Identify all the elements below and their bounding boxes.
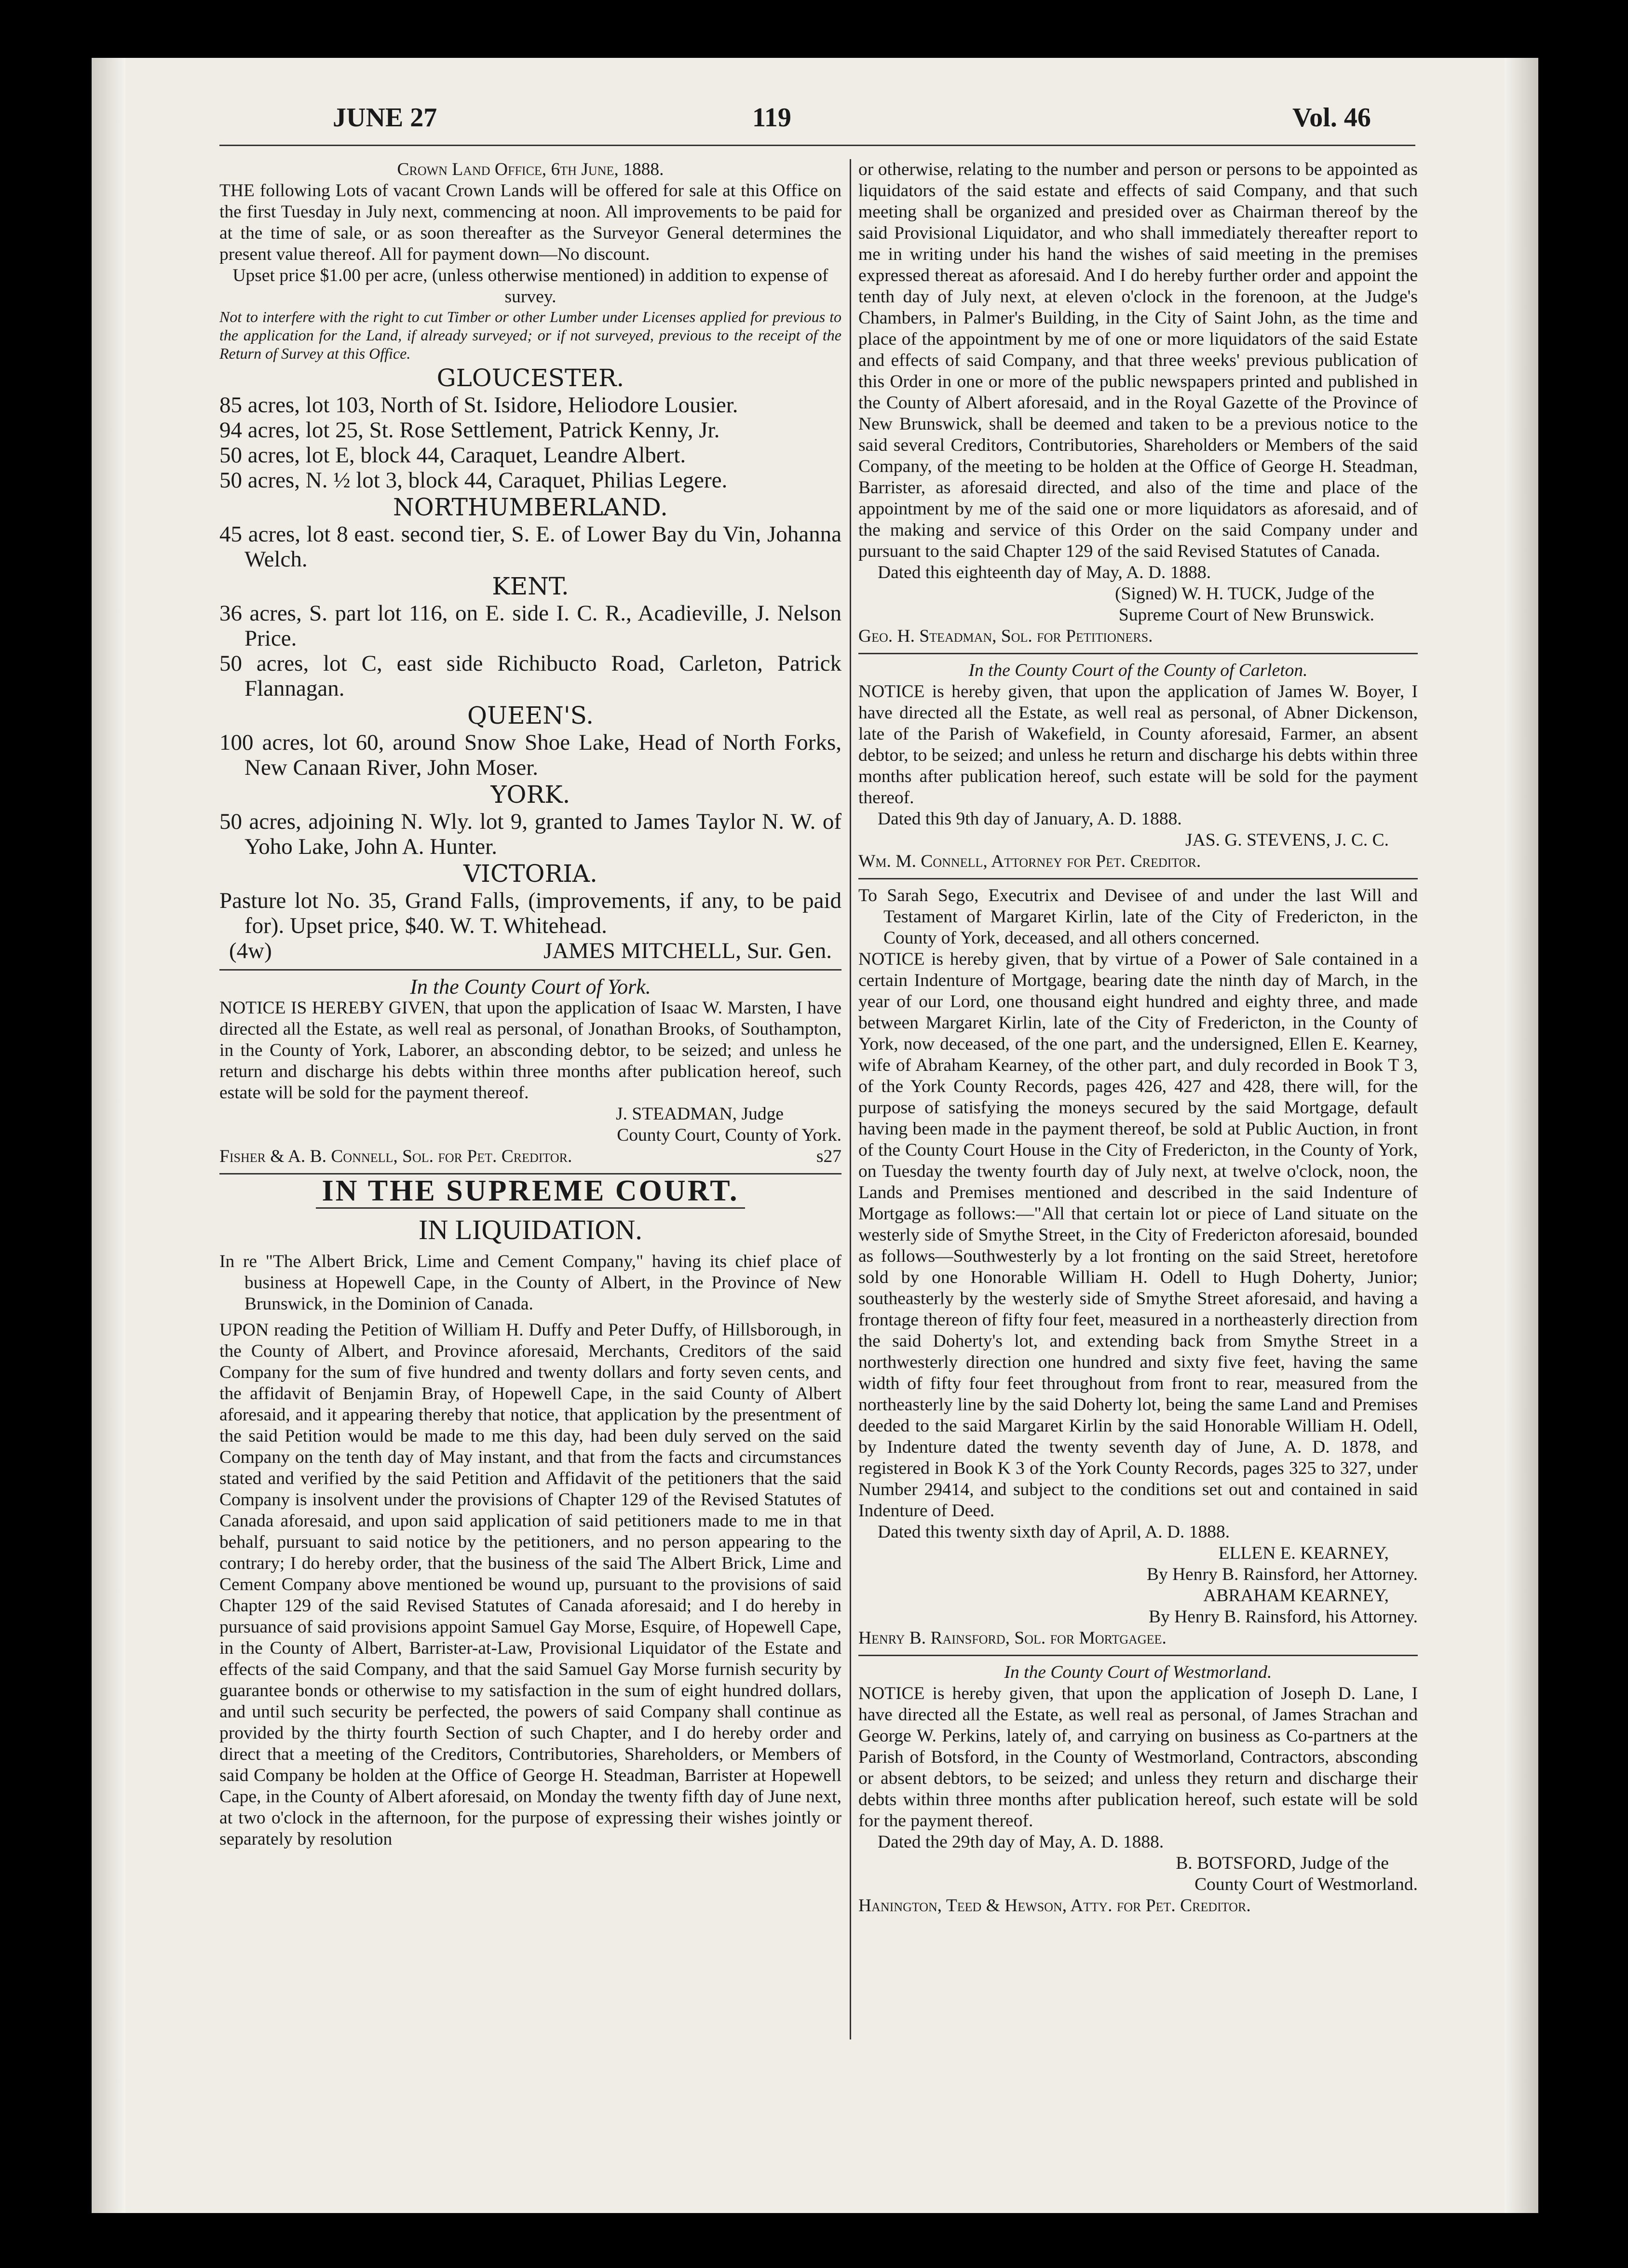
liquidation-signed-title: Supreme Court of New Brunswick. <box>1118 605 1374 625</box>
liquidation-heading: IN LIQUIDATION. <box>419 1214 642 1245</box>
county-name: QUEEN'S. <box>467 702 594 729</box>
section-rule <box>858 653 1418 654</box>
banner-rule <box>316 1207 745 1209</box>
county-name: YORK. <box>490 781 570 809</box>
county-name: GLOUCESTER. <box>436 364 624 392</box>
lot-entry: 50 acres, adjoining N. Wly. lot 9, granted to James Taylor N. W. of Yoho Lake, John A. Hunter. <box>219 809 841 859</box>
lot-entry: 100 acres, lot 60, around Snow Shoe Lake, Head of North Forks, New Canaan River, John Moser. <box>219 730 841 780</box>
lot-entry: 50 acres, N. ½ lot 3, block 44, Caraquet, Philias Legere. <box>219 468 728 493</box>
crown-land-upset: Upset price $1.00 per acre, (unless otherwise mentioned) in addition to expense of survey. <box>232 266 828 307</box>
county-name: NORTHUMBERLAND. <box>393 493 668 521</box>
york-solicitor-line <box>219 1146 841 1167</box>
right-column <box>858 159 1418 1917</box>
section-rule <box>219 969 841 971</box>
kirlin-signature-2-attorney: By Henry B. Rainsford, his Attorney. <box>1149 1607 1418 1627</box>
york-solicitor: Fisher & A. B. Connell, Sol. for Pet. Creditor. <box>219 1147 572 1166</box>
york-court-notice: NOTICE IS HEREBY GIVEN, that upon the application of Isaac W. Marsten, I have directed all the Estate, as well real as personal, of Jonathan Brooks, of Southampton, in the County of York, Laborer, an absconding debtor, to be seized; and unless he return and discharge his debts within three months after publication hereof, such estate will be sold for the payment thereof. <box>219 998 841 1103</box>
lot-entry: 45 acres, lot 8 east. second tier, S. E. of Lower Bay du Vin, Johanna Welch. <box>219 522 841 572</box>
carleton-heading: In the County Court of the County of Carleton. <box>968 661 1308 680</box>
york-judge-title: County Court, County of York. <box>617 1125 841 1145</box>
lot-entry: 36 acres, S. part lot 116, on E. side I. C. R., Acadieville, J. Nelson Price. <box>219 601 841 651</box>
crown-land-note: Not to interfere with the right to cut Timber or other Lumber under Licenses applied for previous to the application for the Land, if already surveyed; or if not surveyed, previous to the receipt of the Return of Survey at this Office. <box>219 308 841 362</box>
kirlin-notice: NOTICE is hereby given, that by virtue of a Power of Sale contained in a certain Indenture of Mortgage, bearing date the ninth day of March, in the year of our Lord, one thousand eight hundred and eighty three, and made between Margaret Kirlin, late of the City of Fredericton, in the County of York, now deceased, of the one part, and the undersigned, Ellen E. Kearney, wife of Abraham Kearney, of the other part, and duly recorded in Book T 3, of the York County Records, pages 426, 427 and 428, there will, for the purpose of satisfying the moneys secured by the said Mortgage, default having been made in the payment thereof, be sold at Public Auction, in front of the County Court House in the City of Fredericton, in the County of York, on Tuesday the twenty fourth day of July next, at twelve o'clock, noon, the Lands and Premises mentioned and described in the said Indenture of Mortgage as follows:—"All that certain lot or piece of Land situate on the westerly side of Smythe Street, in the City of Fredericton aforesaid, bounded as follows—Southwesterly by a lot fronting on the said Street, heretofore sold by one Honorable William H. Odell to Hugh Doherty, Junior; southeasterly by the westerly side of Smythe Street aforesaid, and having a frontage thereon of fifty four feet, measured in a northeasterly direction from the said Doherty's lot, and extending back from Smythe Street in a northwesterly direction one hundred and sixty five feet, having the same width of fifty four feet throughout from front to rear, measured from the northeasterly line by the said Doherty lot, being the same Land and Premises deeded to the said Margaret Kirlin by the said Honorable William H. Odell, by Indenture dated the twenty seventh day of June, A. D. 1878, and registered in Book K 3 of the York County Records, pages 325 to 327, under Number 29414, and subject to the conditions set out and contained in said Indenture of Deed. <box>858 949 1418 1521</box>
header-date: JUNE 27 <box>333 103 437 133</box>
lot-entry: Pasture lot No. 35, Grand Falls, (improvements, if any, to be paid for). Upset price, $40. W. T. Whitehead. <box>219 888 841 938</box>
liquidation-solicitor: Geo. H. Steadman, Sol. for Petitioners. <box>858 626 1153 646</box>
lot-entry: 50 acres, lot E, block 44, Caraquet, Leandre Albert. <box>219 443 686 468</box>
kirlin-solicitor: Henry B. Rainsford, Sol. for Mortgagee. <box>858 1628 1167 1648</box>
section-rule <box>858 878 1418 879</box>
carleton-solicitor: Wm. M. Connell, Attorney for Pet. Creditor. <box>858 851 1201 871</box>
binding-shadow-left <box>92 58 125 2213</box>
crown-land-signature-line <box>219 938 841 963</box>
york-court-heading: In the County Court of York. <box>410 975 651 999</box>
section-rule <box>858 1655 1418 1656</box>
lot-entry: 50 acres, lot C, east side Richibucto Road, Carleton, Patrick Flannagan. <box>219 651 841 701</box>
carleton-notice: NOTICE is hereby given, that upon the application of James W. Boyer, I have directed all the Estate, as well real as personal, of Abner Dickenson, late of the Parish of Wakefield, in County aforesaid, Farmer, an absent debtor, to be seized; and unless he return and discharge his debts within three months after publication hereof, such estate will be sold for the payment thereof. <box>858 682 1418 808</box>
carleton-dated: Dated this 9th day of January, A. D. 1888. <box>878 809 1182 829</box>
county-name: KENT. <box>492 572 569 600</box>
supreme-court-banner: IN THE SUPREME COURT. <box>322 1174 739 1207</box>
crown-land-intro: THE following Lots of vacant Crown Lands will be offered for sale at this Office on the first Tuesday in July next, commencing at noon. All improvements to be paid for at the time of sale, or as soon thereafter as the Surveyor General determines the present value thereof. All for payment down—No discount. <box>219 181 841 264</box>
york-code: s27 <box>816 1147 841 1166</box>
county-name: VICTORIA. <box>463 860 597 888</box>
left-column <box>219 159 841 1850</box>
liquidation-signed: (Signed) W. H. TUCK, Judge of the <box>1115 584 1374 604</box>
volume-number: Vol. 46 <box>1292 103 1371 133</box>
westmorland-dated: Dated the 29th day of May, A. D. 1888. <box>878 1832 1164 1852</box>
crown-land-heading: Crown Land Office, 6th June, 1888. <box>397 160 664 179</box>
liquidation-body: UPON reading the Petition of William H. Duffy and Peter Duffy, of Hillsborough, in the County of Albert, and Province aforesaid, Merchants, Creditors of the said Company for the sum of five hundred and twenty dollars and forty seven cents, and the affidavit of Benjamin Bray, of Hopewell Cape, in the said County of Albert aforesaid, and it appearing thereby that notice, that application by the presentment of the said Petition would be made to me this day, had been duly served on the said Company on the tenth day of May instant, and that from the facts and circumstances stated and verified by the said Petition and Affidavit of the petitioners that the said Company is insolvent under the provisions of Chapter 129 of the Revised Statutes of Canada aforesaid, and upon said application of said petitioners made to me in that behalf, pursuant to said notice by the petitioners, and no person appearing to the contrary; I do hereby order, that the business of the said The Albert Brick, Lime and Cement Company above mentioned be wound up, pursuant to the provisions of said Chapter 129 of the said Revised Statutes of Canada aforesaid; and I do hereby in pursuance of said provisions appoint Samuel Gay Morse, Esquire, of Hopewell Cape, in the County of Albert, Barrister-at-Law, Provisional Liquidator of the Estate and effects of the said Company, and that the said Samuel Gay Morse furnish security by guarantee bonds or otherwise to my satisfaction in the sum of eight hundred dollars, and until such security be perfected, the powers of said Company shall continue as provided by the thirty fourth Section of such Chapter, and I do hereby order and direct that a meeting of the Creditors, Contributories, Shareholders, or Members of said Company be holden at the Office of George H. Steadman, Barrister at Hopewell Cape, in the County of Albert aforesaid, on Monday the twenty fifth day of June next, at two o'clock in the afternoon, for the purpose of expressing their wishes jointly or separately by resolution <box>219 1320 841 1849</box>
lot-entry: 94 acres, lot 25, St. Rose Settlement, Patrick Kenny, Jr. <box>219 418 720 443</box>
carleton-judge: JAS. G. STEVENS, J. C. C. <box>1185 830 1389 850</box>
binding-shadow-right <box>1505 58 1538 2213</box>
kirlin-address: To Sarah Sego, Executrix and Devisee of and under the last Will and Testament of Margaret Kirlin, late of the City of Fredericton, in the County of York, deceased, and all others concerned. <box>858 886 1418 948</box>
westmorland-judge: B. BOTSFORD, Judge of the <box>1176 1853 1389 1873</box>
westmorland-heading: In the County Court of Westmorland. <box>1004 1662 1272 1682</box>
kirlin-signature-2: ABRAHAM KEARNEY, <box>1203 1586 1389 1606</box>
westmorland-judge-title: County Court of Westmorland. <box>1194 1875 1418 1894</box>
page-number: 119 <box>752 103 791 133</box>
header-rule <box>219 145 1415 146</box>
lot-entry: 85 acres, lot 103, North of St. Isidore, Heliodore Lousier. <box>219 392 738 418</box>
liquidation-body-continued: or otherwise, relating to the number and person or persons to be appointed as liquidators of the said estate and effects of said Company, and that such meeting shall be organized and presided over as Chairman thereof by the said Provisional Liquidator, and who shall immediately thereafter report to me in writing under his hand the wishes of said meeting in the premises expressed thereat as aforesaid. And I do hereby further order and appoint the tenth day of July next, at eleven o'clock in the forenoon, at the Judge's Chambers, in Palmer's Building, in the City of Saint John, as the time and place of the appointment by me of one or more liquidators of the said Estate and effects of said Company, and that three weeks' previous publication of this Order in one or more of the public newspapers printed and published in the County of Albert aforesaid, and in the Royal Gazette of the Province of New Brunswick, shall be deemed and taken to be a previous notice to the said several Creditors, Contributories, Shareholders or Members of the said Company, of the meeting to be holden at the Office of George H. Steadman, Barrister, as aforesaid directed, and also of the time and place of the appointment by me of the said one or more liquidators as aforesaid, and of the making and service of this Order on the said Company under and pursuant to the said Chapter 129 of the said Revised Statutes of Canada. <box>858 160 1418 561</box>
westmorland-notice: NOTICE is hereby given, that upon the application of Joseph D. Lane, I have directed all the Estate, as well real as personal, of James Strachan and George W. Perkins, lately of, and carrying on business as Co-partners at the Parish of Botsford, in the County of Westmorland, Contractors, absconding or absent debtors, to be seized; and unless they return and discharge their debts within three months after publication hereof, such estate will be sold for the payment thereof. <box>858 1684 1418 1831</box>
york-judge: J. STEADMAN, Judge <box>616 1104 784 1124</box>
liquidation-dated: Dated this eighteenth day of May, A. D. 1888. <box>878 563 1211 582</box>
westmorland-solicitor: Hanington, Teed & Hewson, Atty. for Pet. Creditor. <box>858 1896 1251 1916</box>
kirlin-dated: Dated this twenty sixth day of April, A. D. 1888. <box>878 1522 1230 1542</box>
in-re-paragraph: In re "The Albert Brick, Lime and Cement Company," having its chief place of business at Hopewell Cape, in the County of Albert, in the Province of New Brunswick, in the Dominion of Canada. <box>219 1252 841 1314</box>
insertion-code: (4w) <box>229 938 272 963</box>
column-divider <box>850 159 851 2039</box>
kirlin-signature-1-attorney: By Henry B. Rainsford, her Attorney. <box>1146 1565 1418 1584</box>
surveyor-general-signature: JAMES MITCHELL, Sur. Gen. <box>543 938 832 963</box>
kirlin-signature-1: ELLEN E. KEARNEY, <box>1218 1543 1389 1563</box>
